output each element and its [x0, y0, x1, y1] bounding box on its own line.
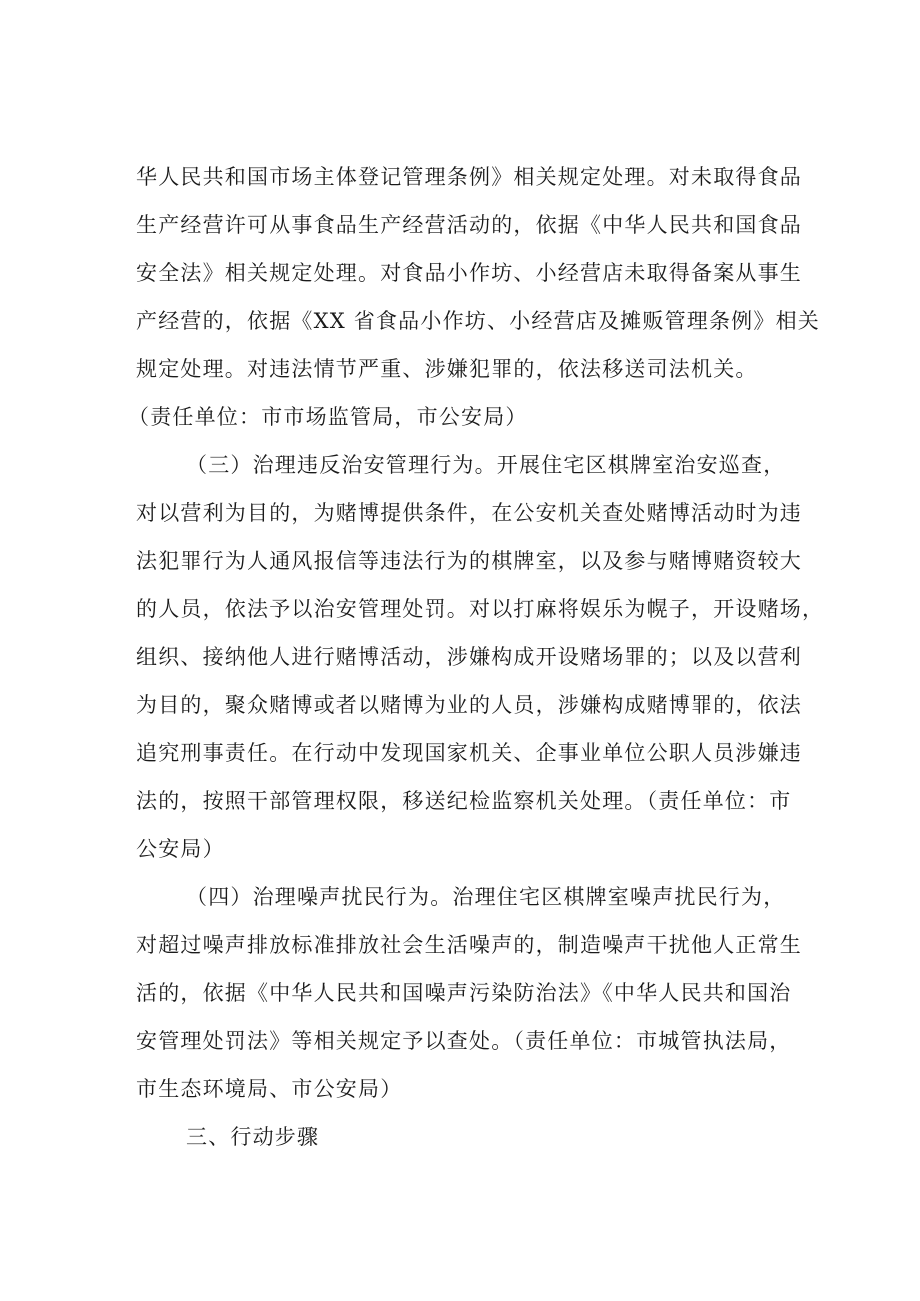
- text-line: 市生态环境局、市公安局）: [136, 1077, 403, 1101]
- text-line: 安全法》相关规定处理。对食品小作坊、小经营店未取得备案从事生: [136, 261, 802, 285]
- text-line: 对以营利为目的，为赌博提供条件，在公安机关查处赌博活动时为违: [136, 501, 802, 525]
- text-line: 华人民共和国市场主体登记管理条例》相关规定处理。对未取得食品: [136, 165, 802, 189]
- text-line: 法的，按照干部管理权限，移送纪检监察机关处理。（责任单位：市: [136, 789, 792, 813]
- text-line: 对超过噪声排放标准排放社会生活噪声的，制造噪声干扰他人正常生: [136, 933, 802, 957]
- text-line: 生产经营许可从事食品生产经营活动的，依据《中华人民共和国食品: [136, 213, 802, 237]
- text-line: 组织、接纳他人进行赌博活动，涉嫌构成开设赌场罪的；以及以营利: [136, 645, 802, 669]
- text-line: 产经营的，依据《XX 省食品小作坊、小经营店及摊贩管理条例》相关: [136, 309, 820, 333]
- text-line: 安管理处罚法》等相关规定予以查处。（责任单位：市城管执法局，: [136, 1029, 792, 1053]
- section-heading-4: （四）治理噪声扰民行为。治理住宅区棋牌室噪声扰民行为，: [186, 885, 786, 909]
- text-line: 追究刑事责任。在行动中发现国家机关、企事业单位公职人员涉嫌违: [136, 741, 802, 765]
- text-line: 为目的，聚众赌博或者以赌博为业的人员，涉嫌构成赌博罪的，依法: [136, 693, 802, 717]
- text-line: 法犯罪行为人通风报信等违法行为的棋牌室，以及参与赌博赌资较大: [136, 549, 802, 573]
- text-line: 公安局）: [136, 837, 225, 861]
- section-heading-3: （三）治理违反治安管理行为。开展住宅区棋牌室治安巡查，: [186, 453, 786, 477]
- responsible-units: （责任单位：市市场监管局，市公安局）: [128, 405, 528, 429]
- text-line: 活的，依据《中华人民共和国噪声污染防治法》《中华人民共和国治: [136, 981, 792, 1005]
- text-line: 的人员，依法予以治安管理处罚。对以打麻将娱乐为幌子，开设赌场，: [136, 597, 825, 621]
- section-heading-action-steps: 三、行动步骤: [186, 1125, 320, 1149]
- text-line: 规定处理。对违法情节严重、涉嫌犯罪的，依法移送司法机关。: [136, 357, 758, 381]
